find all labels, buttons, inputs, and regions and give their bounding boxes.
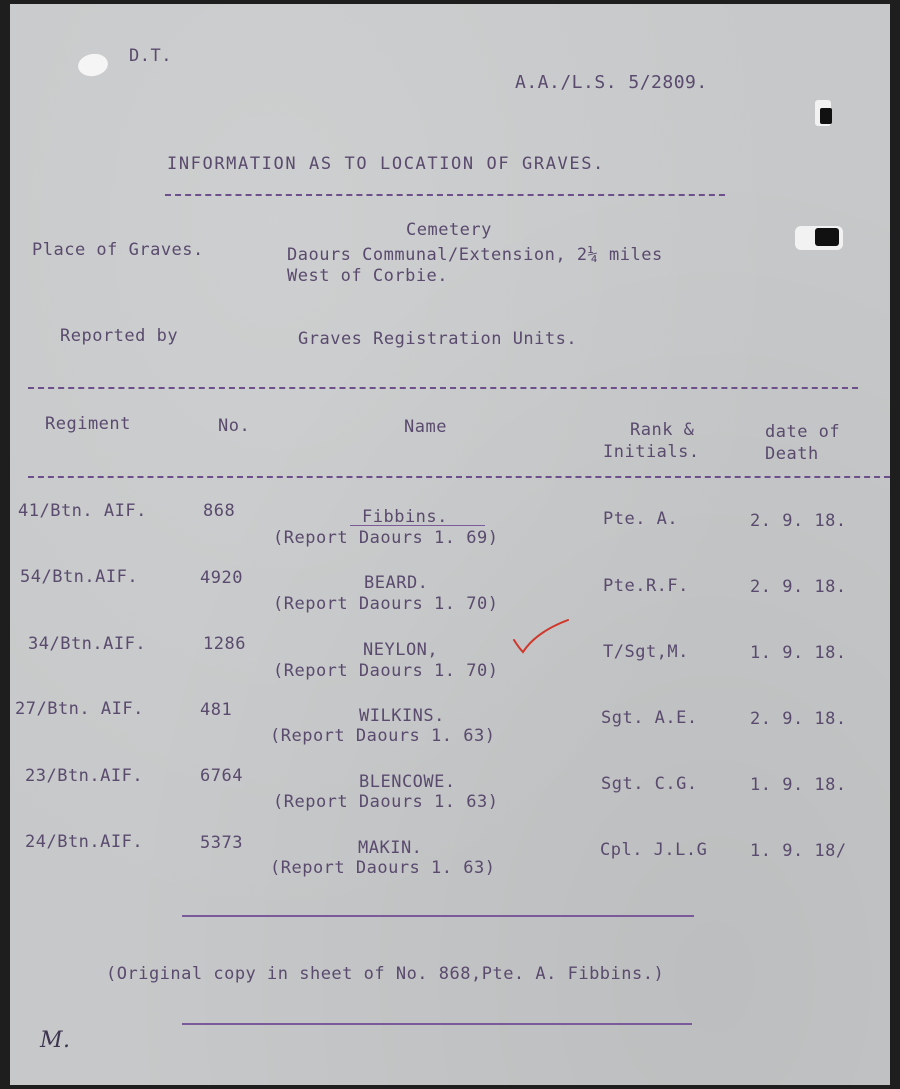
row-number: 5373 <box>200 833 243 853</box>
row-date: 2. 9. 18. <box>750 709 847 729</box>
row-rank: Pte. A. <box>603 509 679 529</box>
row-regiment: 27/Btn. AIF. <box>15 699 144 719</box>
title-underline <box>165 194 725 196</box>
document-page <box>10 4 890 1085</box>
row-report: (Report Daours 1. 63) <box>273 792 499 812</box>
row-regiment: 41/Btn. AIF. <box>18 501 147 521</box>
row-date: 2. 9. 18. <box>750 511 847 531</box>
row-report: (Report Daours 1. 70) <box>273 661 499 681</box>
row-report: (Report Daours 1. 69) <box>273 528 499 548</box>
reported-label: Reported by <box>60 326 179 346</box>
row-date: 1. 9. 18/ <box>750 841 847 861</box>
row-number: 1286 <box>203 634 246 654</box>
row-regiment: 23/Btn.AIF. <box>25 766 144 786</box>
row-report: (Report Daours 1. 63) <box>270 726 496 746</box>
place-line-1: Daours Communal/Extension, 2¼ miles <box>287 245 663 265</box>
col-date-2: Death <box>765 444 819 464</box>
row-rank: Cpl. J.L.G <box>600 840 708 860</box>
row-date: 1. 9. 18. <box>750 775 847 795</box>
row-number: 481 <box>200 700 233 720</box>
row-name: BLENCOWE. <box>359 772 456 792</box>
footer-rule <box>182 1023 692 1025</box>
col-date-1: date of <box>765 422 841 442</box>
file-reference: A.A./L.S. 5/2809. <box>515 72 708 93</box>
row-name: MAKIN. <box>358 838 423 858</box>
name-underline <box>350 525 485 526</box>
col-no: No. <box>218 416 251 436</box>
table-end-rule <box>182 915 694 917</box>
row-number: 6764 <box>200 766 243 786</box>
footer-note: (Original copy in sheet of No. 868,Pte. A. Fibbins.) <box>106 964 665 984</box>
row-rank: Sgt. C.G. <box>601 774 698 794</box>
place-insertion: Cemetery <box>406 220 492 240</box>
document-title: INFORMATION AS TO LOCATION OF GRAVES. <box>167 154 605 174</box>
row-name: BEARD. <box>364 573 429 593</box>
handwritten-initials: M. <box>40 1028 71 1053</box>
punch-hole-top-left <box>76 52 109 79</box>
col-regiment: Regiment <box>45 414 131 434</box>
check-mark-icon <box>510 618 574 658</box>
dt-marking: D.T. <box>129 46 172 66</box>
col-name: Name <box>404 417 447 437</box>
col-rank-2: Initials. <box>603 442 700 462</box>
row-rank: Sgt. A.E. <box>601 708 698 728</box>
row-date: 1. 9. 18. <box>750 643 847 663</box>
row-rank: Pte.R.F. <box>603 576 689 596</box>
row-regiment: 54/Btn.AIF. <box>20 567 139 587</box>
row-regiment: 24/Btn.AIF. <box>25 832 144 852</box>
place-label: Place of Graves. <box>32 240 204 260</box>
column-header-rule <box>28 476 890 478</box>
row-report: (Report Daours 1. 70) <box>273 594 499 614</box>
col-rank-1: Rank & <box>630 420 695 440</box>
row-number: 4920 <box>200 568 243 588</box>
punch-hole-right-2-shadow <box>815 228 839 246</box>
row-name: Fibbins. <box>362 507 448 527</box>
row-regiment: 34/Btn.AIF. <box>28 634 147 654</box>
punch-hole-right-1-shadow <box>820 108 832 124</box>
header-rule <box>28 387 858 389</box>
row-name: NEYLON, <box>363 640 439 660</box>
row-name: WILKINS. <box>359 706 445 726</box>
row-rank: T/Sgt,M. <box>603 642 689 662</box>
row-number: 868 <box>203 501 236 521</box>
place-line-2: West of Corbie. <box>287 266 449 286</box>
row-report: (Report Daours 1. 63) <box>270 858 496 878</box>
reported-value: Graves Registration Units. <box>298 329 578 349</box>
row-date: 2. 9. 18. <box>750 577 847 597</box>
